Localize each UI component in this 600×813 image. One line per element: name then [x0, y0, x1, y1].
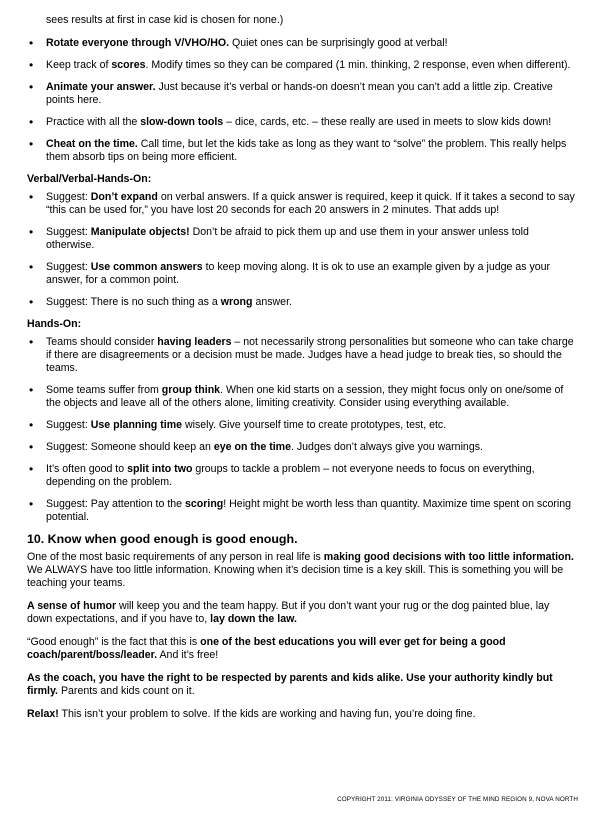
emphasis: Rotate everyone through V/VHO/HO. [46, 37, 230, 49]
list-item [27, 261, 575, 287]
item-text: Suggest: Someone should keep an [46, 441, 214, 453]
item-text: ! Height might be worth less than quantity. Maximize time spent on scoring potential. [46, 498, 572, 523]
paragraph-text: We ALWAYS have too little information. Knowing when it’s decision time is a key skill. This is something you will be teaching your teams. [27, 564, 564, 589]
bullet-icon: • [29, 115, 34, 129]
paragraph-text: One of the most basic requirements of any person in real life is [27, 551, 324, 563]
list-item [27, 296, 575, 309]
section-heading-verbal: Verbal/Verbal-Hands-On: [27, 173, 152, 185]
emphasis: Use planning time [90, 419, 183, 431]
bullet-icon: • [29, 440, 34, 454]
emphasis: As the coach, you have the right to be respected by parents and kids alike. Use your authority kindly but firmly. [27, 672, 553, 697]
emphasis: Animate your answer. [46, 81, 156, 93]
item-text: Quiet ones can be surprisingly good at verbal! [229, 37, 448, 49]
emphasis: wrong [220, 296, 253, 308]
list-item [27, 463, 575, 489]
item-text: Suggest: Pay attention to the [46, 498, 185, 510]
item-text: Keep track of [46, 59, 112, 71]
paragraph-text: Parents and kids count on it. [58, 685, 195, 697]
list-item [27, 81, 575, 107]
bullet-icon: • [29, 80, 34, 94]
bullet-icon: • [29, 335, 34, 349]
item-text: . When one kid starts on a session, they might focus only on one/some of the objects and leave all of the others alone, limiting creativity. Consider using everything available. [46, 384, 564, 409]
list-item [27, 336, 575, 375]
bullet-icon: • [29, 462, 34, 476]
item-text: Don’t be afraid to pick them up and use them in your answer unless told otherwise. [46, 226, 529, 251]
emphasis: Don’t expand [90, 191, 158, 203]
item-text: Suggest: [46, 226, 91, 238]
paragraph [27, 551, 575, 590]
item-text: Suggest: There is no such thing as a [46, 296, 221, 308]
list-item [27, 441, 575, 454]
list-item [27, 37, 575, 50]
list-item [27, 116, 575, 129]
item-text: Just because it’s verbal or hands-on doesn’t mean you can’t add a little zip. Creative points here. [46, 81, 553, 106]
emphasis: slow-down tools [140, 116, 224, 128]
item-text: Teams should consider [46, 336, 158, 348]
emphasis: Cheat on the time. [46, 138, 138, 150]
emphasis: scores [111, 59, 146, 71]
item-text: wisely. Give yourself time to create prototypes, test, etc. [182, 419, 447, 431]
emphasis: Use common answers [90, 261, 203, 273]
continued-text: sees results at first in case kid is chosen for none.) [46, 14, 284, 26]
list-item [27, 226, 575, 252]
bullet-icon: • [29, 383, 34, 397]
bullet-icon: • [29, 137, 34, 151]
paragraph-text: This isn’t your problem to solve. If the kids are working and having fun, you’re doing fine. [58, 708, 476, 720]
emphasis: eye on the time [213, 441, 291, 453]
paragraph [27, 672, 575, 698]
emphasis: scoring [185, 498, 224, 510]
hands-on-list [27, 336, 575, 524]
list-item [27, 138, 575, 164]
item-text: Suggest: [46, 261, 91, 273]
section-10-heading: 10. Know when good enough is good enough. [27, 532, 298, 546]
list-item [27, 59, 575, 72]
bullet-icon: • [29, 190, 34, 204]
item-text: . Judges don’t always give you warnings. [290, 441, 483, 453]
bullet-icon: • [29, 260, 34, 274]
section-heading-hands-on: Hands-On: [27, 318, 82, 330]
item-text: – dice, cards, etc. – these really are used in meets to slow kids down! [223, 116, 552, 128]
list-item [27, 191, 575, 217]
paragraph [27, 600, 575, 626]
list-item [27, 419, 575, 432]
item-text: on verbal answers. If a quick answer is required, keep it quick. If it takes a second to say “this can be used for,” you have lost 20 seconds for each 20 answers in 2 minutes. That adds up! [46, 191, 575, 216]
item-text: Suggest: [46, 191, 91, 203]
item-text: answer. [252, 296, 292, 308]
bullet-icon: • [29, 418, 34, 432]
paragraph [27, 636, 575, 662]
emphasis: lay down the law. [210, 613, 297, 625]
emphasis: having leaders [157, 336, 232, 348]
item-text: . Modify times so they can be compared (1 min. thinking, 2 response, even when different). [145, 59, 571, 71]
bullet-icon: • [29, 497, 34, 511]
paragraph-text: “Good enough” is the fact that this is [27, 636, 201, 648]
item-text: Practice with all the [46, 116, 141, 128]
emphasis: Relax! [27, 708, 59, 720]
list-item [27, 498, 575, 524]
emphasis: making good decisions with too little information. [323, 551, 574, 563]
copyright-footer: COPYRIGHT 2011: VIRGINIA ODYSSEY OF THE MIND REGION 9, NOVA NORTH [337, 796, 578, 803]
item-text: to keep moving along. It is ok to use an example given by a judge as your answer, for a common point. [46, 261, 551, 286]
tips-list [27, 37, 575, 164]
paragraph-text: will keep you and the team happy. But if you don’t want your rug or the dog painted blue, lay down expectations, and if you have to, [27, 600, 550, 625]
item-text: Some teams suffer from [46, 384, 162, 396]
item-text: Call time, but let the kids take as long as they want to “solve” the problem. This really helps them absorb tips on being more efficient. [46, 138, 567, 163]
item-text: It’s often good to [46, 463, 128, 475]
emphasis: group think [161, 384, 221, 396]
bullet-icon: • [29, 58, 34, 72]
emphasis: one of the best educations you will ever get for being a good coach/parent/boss/leader. [27, 636, 506, 661]
paragraph [27, 708, 575, 721]
emphasis: A sense of humor [27, 600, 117, 612]
bullet-icon: • [29, 36, 34, 50]
verbal-list [27, 191, 575, 309]
item-text: Suggest: [46, 419, 91, 431]
paragraph-text: And it’s free! [157, 649, 219, 661]
item-text: groups to tackle a problem – not everyone needs to focus on everything, depending on the problem. [46, 463, 535, 488]
emphasis: Manipulate objects! [90, 226, 190, 238]
emphasis: split into two [127, 463, 193, 475]
bullet-icon: • [29, 225, 34, 239]
item-text: – not necessarily strong personalities but someone who can take charge if there are disagreements or a decision must be made. Judges have a head judge to break ties, so should the teams. [46, 336, 574, 374]
bullet-icon: • [29, 295, 34, 309]
list-item [27, 384, 575, 410]
document-page [27, 14, 575, 731]
